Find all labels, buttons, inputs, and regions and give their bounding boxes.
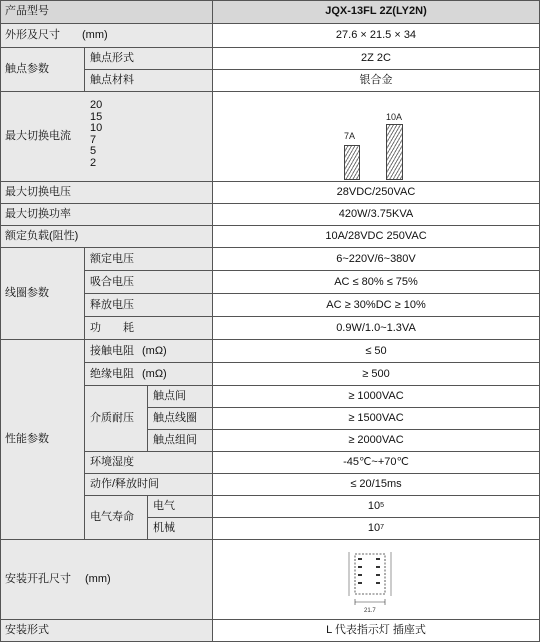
mounting-hole-label: 安装开孔尺寸 — [5, 573, 71, 586]
rated-load-value: 10A/28VDC 250VAC — [213, 226, 540, 248]
contact-form-value: 2Z 2C — [213, 48, 540, 70]
mechanical-life-label: 机械 — [148, 518, 213, 540]
mounting-hole-diagram — [341, 544, 411, 616]
performance-label: 性能参数 — [0, 340, 85, 540]
electrical-life-value — [213, 496, 540, 518]
size-label-cell — [0, 24, 213, 48]
humidity-label: 环境湿度 — [85, 452, 213, 474]
mounting-hole-width: 21.7 — [364, 607, 376, 614]
contact-resistance-unit: (mΩ) — [142, 344, 167, 357]
bar-10a — [386, 124, 403, 180]
scale-tick: 15 — [90, 110, 103, 123]
scale-tick: 7 — [90, 133, 97, 146]
scale-tick: 10 — [90, 122, 103, 134]
size-value: 27.6 × 21.5 × 34 — [213, 24, 540, 48]
dielectric-contacts-label: 触点间 — [148, 386, 213, 408]
contact-resistance-value: ≤ 50 — [213, 340, 540, 363]
max-current-label-cell — [0, 92, 213, 182]
model-label: 产品型号 — [0, 0, 213, 24]
coil-release-voltage-label: 释放电压 — [85, 294, 213, 317]
electrical-life-label: 电气 — [148, 496, 213, 518]
model-value: JQX-13FL 2Z(LY2N) — [213, 0, 540, 24]
size-label: 外形及尺寸 — [5, 29, 60, 42]
dielectric-contacts-value: ≥ 1000VAC — [213, 386, 540, 408]
electrical-life-base: 10 — [367, 500, 381, 513]
max-voltage-label: 最大切换电压 — [0, 182, 213, 204]
action-time-label: 动作/释放时间 — [85, 474, 213, 496]
bar-label-10a: 10A — [386, 112, 403, 122]
coil-power-label: 功 耗 — [85, 317, 213, 340]
coil-rated-voltage-value: 6~220V/6~380V — [213, 248, 540, 271]
contact-material-label: 触点材料 — [85, 70, 213, 92]
dielectric-contact-coil-label: 触点线圈 — [148, 408, 213, 430]
coil-pickup-voltage-label: 吸合电压 — [85, 271, 213, 294]
size-unit: (mm) — [82, 29, 108, 42]
max-power-label: 最大切换功率 — [0, 204, 213, 226]
insulation-label-cell — [85, 363, 213, 386]
dielectric-groups-value: ≥ 2000VAC — [213, 430, 540, 452]
mounting-hole-label-cell — [0, 540, 213, 620]
mechanical-life-value — [213, 518, 540, 540]
insulation-unit: (mΩ) — [142, 367, 167, 380]
dielectric-label: 介质耐压 — [85, 386, 148, 452]
contact-label: 触点参数 — [0, 48, 85, 92]
insulation-value: ≥ 500 — [213, 363, 540, 386]
contact-resistance-label-cell — [85, 340, 213, 363]
mounting-hole-diagram-cell — [213, 540, 540, 620]
current-chart-cell — [213, 92, 540, 182]
dielectric-contact-coil-value: ≥ 1500VAC — [213, 408, 540, 430]
life-label: 电气寿命 — [85, 496, 148, 540]
coil-power-value: 0.9W/1.0~1.3VA — [213, 317, 540, 340]
coil-pickup-voltage-value: AC ≤ 80% ≤ 75% — [213, 271, 540, 294]
scale-tick: 20 — [90, 99, 103, 111]
insulation-label: 绝缘电阻 — [90, 367, 134, 380]
max-current-label: 最大切换电流 — [5, 130, 71, 143]
action-time-value: ≤ 20/15ms — [213, 474, 540, 496]
dielectric-groups-label: 触点组间 — [148, 430, 213, 452]
mechanical-life-exp: 7 — [380, 524, 385, 532]
mechanical-life-base: 10 — [367, 522, 381, 535]
coil-rated-voltage-label: 额定电压 — [85, 248, 213, 271]
mounting-value: L 代表指示灯 插座式 — [213, 620, 540, 642]
mounting-hole-unit: (mm) — [85, 573, 111, 586]
max-voltage-value: 28VDC/250VAC — [213, 182, 540, 204]
mounting-label: 安装形式 — [0, 620, 213, 642]
scale-tick: 2 — [90, 156, 97, 169]
current-scale — [90, 100, 102, 169]
electrical-life-exp: 5 — [380, 502, 385, 510]
contact-resistance-label: 接触电阻 — [90, 344, 134, 357]
coil-release-voltage-value: AC ≥ 30%DC ≥ 10% — [213, 294, 540, 317]
humidity-value: -45℃~+70℃ — [213, 452, 540, 474]
rated-load-label: 额定负载(阻性) — [0, 226, 213, 248]
bar-label-7a: 7A — [344, 131, 356, 141]
contact-material-value: 银合金 — [213, 70, 540, 92]
bar-7a — [344, 145, 360, 180]
max-power-value: 420W/3.75KVA — [213, 204, 540, 226]
scale-tick: 5 — [90, 145, 97, 157]
coil-label: 线圈参数 — [0, 248, 85, 340]
contact-form-label: 触点形式 — [85, 48, 213, 70]
